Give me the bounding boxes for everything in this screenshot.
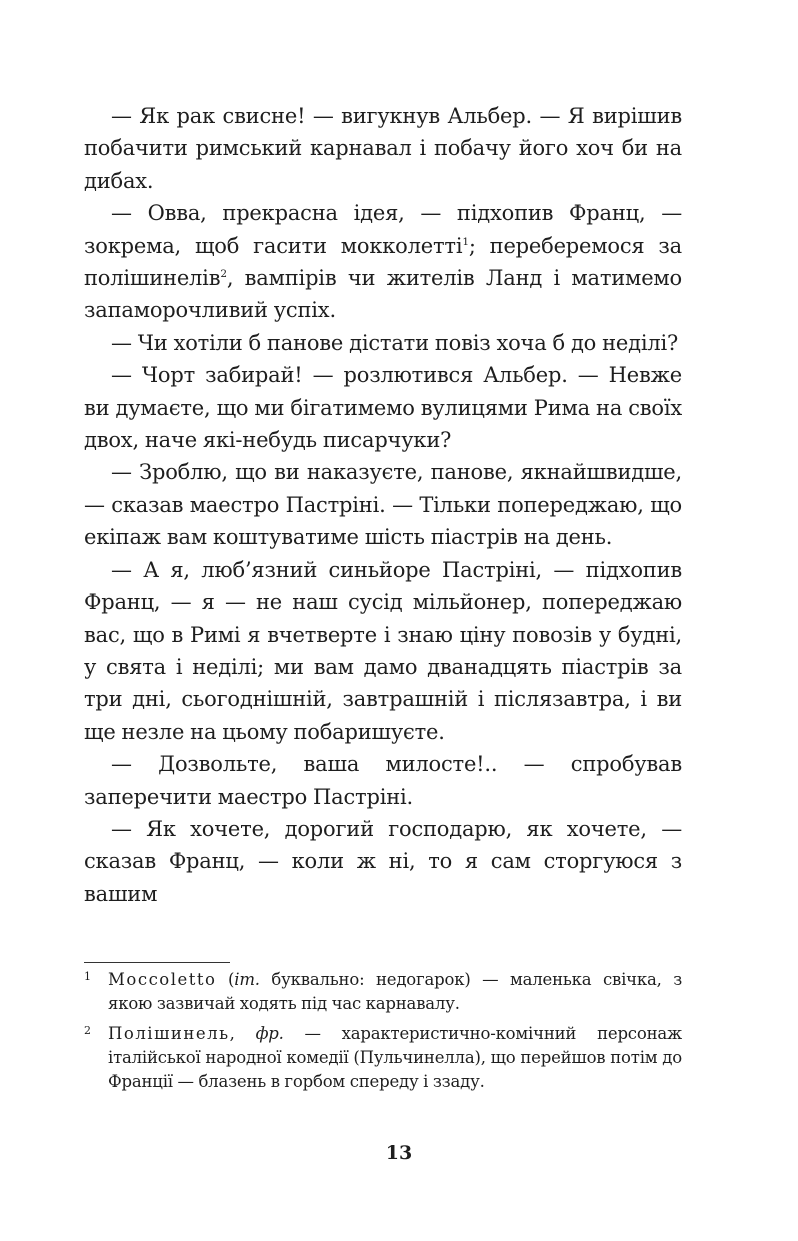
footnote-text: ( — [216, 970, 235, 989]
paragraph-text: — Овва, прекрасна ідея, — підхопив Франц, — зокрема, щоб гасити мокколетті — [84, 201, 682, 258]
footnote-ref[interactable]: 2 — [220, 268, 227, 281]
paragraph: — Чорт забирай! — розлютився Альбер. — Невже ви думаєте, що ми бігатимемо вулицями Рима на своїх двох, наче які-небудь писарчуки? — [84, 363, 682, 453]
paragraph — [84, 197, 682, 327]
paragraph: — А я, люб’язний синьйоре Пастріні, — підхопив Франц, — я — не наш сусід мільйонер, попереджаю вас, що в Римі я вчетверте і знаю ціну повозів у будні, у свята і неділі; ми вам дамо дванадцять піастрів за три дні, сьогоднішній, завтрашній і післязавтра, і ви ще незле на цьому побаришуєте. — [84, 557, 682, 744]
footnote-ref[interactable]: 1 — [462, 235, 469, 248]
paragraph-text: ; переберемося за полішинелів — [84, 233, 682, 291]
paragraph: — Як хочете, дорогий господарю, як хочете, — сказав Франц, — коли ж ні, то я сам сторгуюся з вашим — [84, 816, 682, 906]
footnote-number: 1 — [84, 970, 91, 983]
footnote-term: Moccoletto — [108, 970, 217, 989]
paragraph: — Чи хотіли б панове дістати повіз хоча б до неділі? — [111, 330, 679, 355]
footnote — [84, 968, 682, 1016]
footnote-text: — характеристично-комічний персонаж італійської народної комедії (Пульчинелла), що перейшов потім до Франції — блазень в горбом спереду і ззаду. — [108, 1024, 682, 1091]
paragraph-text: , вампірів чи жителів Ланд і матимемо запаморочливий успіх. — [84, 266, 682, 323]
footnote-divider — [84, 962, 230, 963]
footnote-lang: іт. — [234, 970, 260, 989]
paragraph: — Дозвольте, ваша милосте!.. — спробував заперечити маестро Пастріні. — [84, 752, 682, 809]
footnotes — [84, 968, 682, 1100]
footnote — [84, 1022, 682, 1094]
footnote-lang: фр. — [255, 1024, 284, 1043]
footnote-text: буквально: недогарок) — маленька свічка, з якою зазвичай ходять під час карнавалу. — [108, 970, 683, 1013]
footnote-text: , — [229, 1024, 256, 1043]
page-number: 13 — [385, 1142, 413, 1164]
main-text — [84, 100, 682, 910]
paragraph: — Зроблю, що ви наказуєте, панове, якнайшвидше, — сказав маестро Пастріні. — Тільки попереджаю, що екіпаж вам коштуватиме шість піастрів на день. — [84, 460, 682, 550]
paragraph: — Як рак свисне! — вигукнув Альбер. — Я вирішив побачити римський карнавал і побачу його хоч би на дибах. — [84, 104, 682, 193]
footnote-number: 2 — [84, 1024, 91, 1037]
footnote-term: Полішинель — [108, 1024, 230, 1043]
